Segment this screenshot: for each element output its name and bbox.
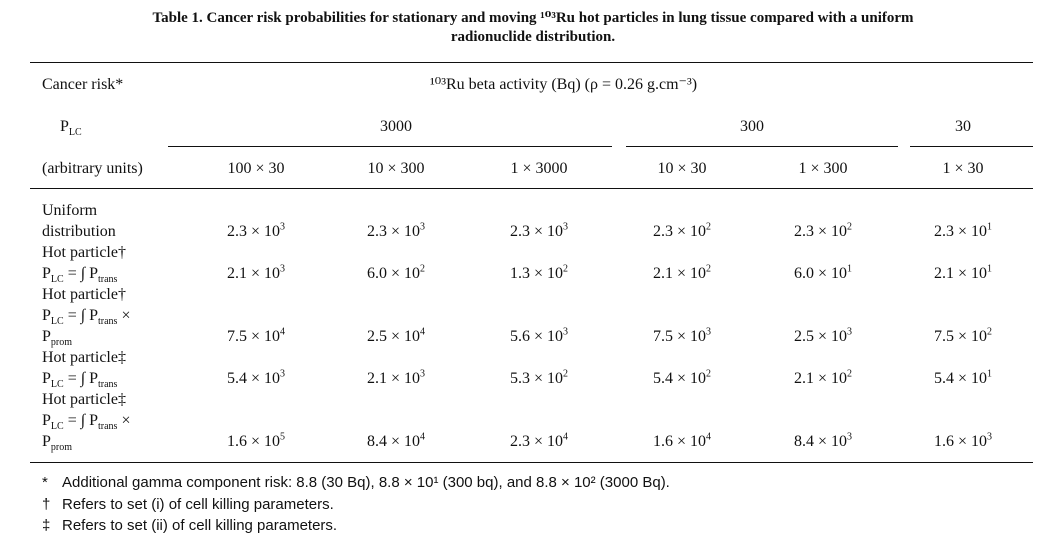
subcol-header: 1 × 30 bbox=[942, 160, 984, 177]
row-label-line: distribution bbox=[42, 223, 116, 240]
group-header-30: 30 bbox=[955, 118, 971, 135]
subcol-header: 1 × 3000 bbox=[510, 160, 568, 177]
table-cell: $2.5 \times 10^3$ bbox=[793, 326, 853, 345]
top-rule bbox=[30, 62, 1033, 63]
table-cell: $2.1 \times 10^2$ bbox=[652, 263, 712, 282]
group-rule-300 bbox=[626, 146, 898, 147]
row-label-line: $P_{LC}$ = ∫ $P_{trans}$ × bbox=[42, 307, 131, 328]
subcol-header: 10 × 300 bbox=[367, 160, 425, 177]
table-cell: $6.0 \times 10^1$ bbox=[793, 263, 853, 282]
table-cell: $2.3 \times 10^4$ bbox=[509, 431, 569, 450]
subcol-header: 10 × 30 bbox=[657, 160, 707, 177]
header-bottom-rule bbox=[30, 188, 1033, 189]
table-cell: $2.1 \times 10^3$ bbox=[226, 263, 286, 282]
table-cell: $2.5 \times 10^4$ bbox=[366, 326, 426, 345]
table-cell: $7.5 \times 10^2$ bbox=[933, 326, 993, 345]
footnote-gamma: * Additional gamma component risk: 8.8 (30 Bq), 8.8 × 10¹ (300 bq), and 8.8 × 10² (3000 Bq). bbox=[42, 474, 670, 491]
subcol-header: 1 × 300 bbox=[798, 160, 848, 177]
table-cell: $1.6 \times 10^5$ bbox=[226, 431, 286, 450]
table-cell: $2.3 \times 10^3$ bbox=[366, 221, 426, 240]
row-label-line: $P_{prom}$ bbox=[42, 433, 73, 454]
table-cell: $7.5 \times 10^3$ bbox=[652, 326, 712, 345]
header-arbitrary-units: (arbitrary units) bbox=[42, 160, 143, 177]
header-cancer-risk: Cancer risk* bbox=[42, 76, 124, 93]
group-rule-30 bbox=[910, 146, 1033, 147]
table-cell: $5.4 \times 10^3$ bbox=[226, 368, 286, 387]
footnote-set-ii: ‡ Refers to set (ii) of cell killing parameters. bbox=[42, 517, 338, 534]
table-cell: $1.3 \times 10^2$ bbox=[509, 263, 569, 282]
table-caption bbox=[28, 9, 1038, 47]
row-label-line: Hot particle‡ bbox=[42, 391, 126, 408]
caption-line-2: radionuclide distribution. bbox=[450, 29, 616, 45]
row-label-line: $P_{LC}$ = ∫ $P_{trans}$ bbox=[42, 265, 118, 286]
header-plc: $P_{LC}$ bbox=[60, 118, 82, 139]
table-cell: $6.0 \times 10^2$ bbox=[366, 263, 426, 282]
row-label-line: $P_{LC}$ = ∫ $P_{trans}$ × bbox=[42, 412, 131, 433]
table-cell: $8.4 \times 10^3$ bbox=[793, 431, 853, 450]
row-label-line: $P_{LC}$ = ∫ $P_{trans}$ bbox=[42, 370, 118, 391]
caption-line-1: Table 1. Cancer risk probabilities for stationary and moving ¹⁰³Ru hot particles in lung tissue compared with a uniform bbox=[152, 10, 914, 26]
group-rule-3000 bbox=[168, 146, 612, 147]
table-bottom-rule bbox=[30, 462, 1033, 463]
table-cell: $2.1 \times 10^1$ bbox=[933, 263, 993, 282]
table-cell: $1.6 \times 10^3$ bbox=[933, 431, 993, 450]
table-cell: $7.5 \times 10^4$ bbox=[226, 326, 286, 345]
table-cell: $2.3 \times 10^2$ bbox=[793, 221, 853, 240]
group-header-3000: 3000 bbox=[380, 118, 412, 135]
table-cell: $5.3 \times 10^2$ bbox=[509, 368, 569, 387]
group-header-300: 300 bbox=[740, 118, 764, 135]
table-cell: $2.3 \times 10^2$ bbox=[652, 221, 712, 240]
footnote-set-i: † Refers to set (i) of cell killing parameters. bbox=[42, 496, 334, 513]
table-cell: $2.3 \times 10^3$ bbox=[226, 221, 286, 240]
table-cell: $2.1 \times 10^2$ bbox=[793, 368, 853, 387]
table-cell: $5.4 \times 10^2$ bbox=[652, 368, 712, 387]
row-label-line: Hot particle‡ bbox=[42, 349, 126, 366]
header-activity: ¹⁰³Ru beta activity (Bq) (ρ = 0.26 g.cm⁻³) bbox=[430, 76, 698, 93]
table-cell: $2.3 \times 10^3$ bbox=[509, 221, 569, 240]
row-label-line: Hot particle† bbox=[42, 286, 126, 303]
row-label-line: $P_{prom}$ bbox=[42, 328, 73, 349]
table-cell: $2.1 \times 10^3$ bbox=[366, 368, 426, 387]
row-label-line: Hot particle† bbox=[42, 244, 126, 261]
subcol-header: 100 × 30 bbox=[227, 160, 285, 177]
table-cell: $5.4 \times 10^1$ bbox=[933, 368, 993, 387]
table-cell: $8.4 \times 10^4$ bbox=[366, 431, 426, 450]
table-cell: $1.6 \times 10^4$ bbox=[652, 431, 712, 450]
table-cell: $2.3 \times 10^1$ bbox=[933, 221, 993, 240]
table-cell: $5.6 \times 10^3$ bbox=[509, 326, 569, 345]
row-label-line: Uniform bbox=[42, 202, 98, 219]
